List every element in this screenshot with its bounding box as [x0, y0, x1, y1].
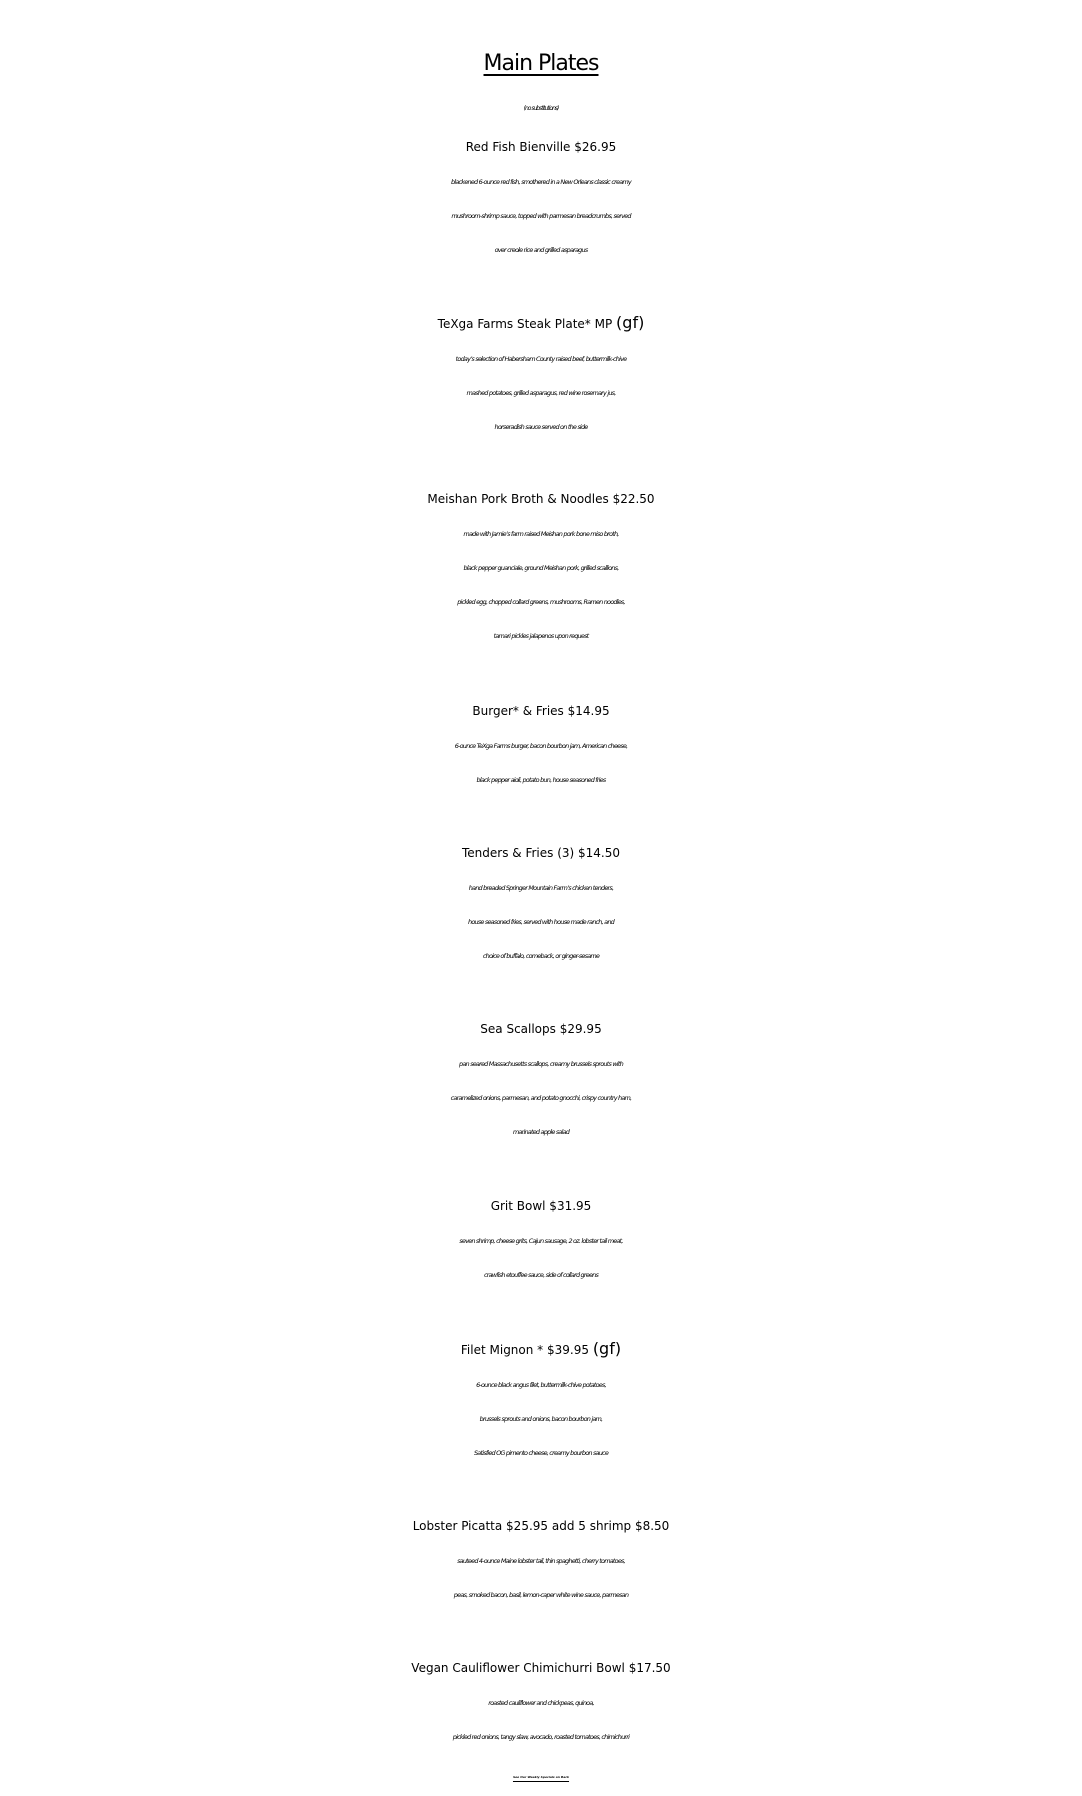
menu-item-red-fish-bienville — [0, 129, 1082, 267]
item-name — [0, 1650, 1082, 1686]
item-name-text: Sea Scallops $29.95 — [480, 1022, 602, 1036]
weekly-specials-note: See Our Weekly Specials on Back — [512, 1775, 570, 1779]
description-line: pickled red onions, tangy slaw, avocado, roasted tomatoes, chimichurri — [452, 1733, 630, 1741]
item-description — [0, 1686, 1082, 1754]
item-name-text: Lobster Picatta $25.95 add 5 shrimp $8.50 — [412, 1519, 670, 1533]
item-description — [0, 342, 1082, 444]
description-line: pickled egg, chopped collard greens, mushrooms, Ramen noodles, — [457, 598, 625, 606]
item-description — [0, 1544, 1082, 1612]
item-name — [0, 835, 1082, 871]
menu-item-meishan-pork-broth — [0, 481, 1082, 653]
description-line: 6-ounce TeXga Farms burger, bacon bourbon jam, American cheese, — [454, 742, 628, 750]
menu-item-tenders-and-fries — [0, 835, 1082, 973]
menu-item-grit-bowl — [0, 1188, 1082, 1292]
description-line: sauteed 4-ounce Maine lobster tail, thin spaghetti, cherry tomatoes, — [457, 1557, 625, 1565]
description-line: marinated apple salad — [512, 1128, 570, 1136]
menu-item-texga-steak-plate — [0, 305, 1082, 444]
description-line: blackened 6-ounce red fish, smothered in a New Orleans classic creamy — [451, 178, 631, 186]
gluten-free-tag: (gf) — [592, 1339, 622, 1358]
menu-item-burger-and-fries — [0, 693, 1082, 797]
description-line: over creole rice and grilled asparagus — [494, 246, 588, 254]
menu-item-lobster-picatta — [0, 1508, 1082, 1612]
item-name — [0, 129, 1082, 165]
menu-title: Main Plates — [483, 51, 599, 76]
item-name-text: Red Fish Bienville $26.95 — [465, 140, 617, 154]
menu-item-sea-scallops — [0, 1011, 1082, 1149]
item-name-text: Meishan Pork Broth & Noodles $22.50 — [427, 492, 655, 506]
description-line: caramelized onions, parmesan, and potato gnocchi, crispy country ham, — [450, 1094, 632, 1102]
item-name — [0, 1508, 1082, 1544]
description-line: 6-ounce black angus filet, buttermilk-chive potatoes, — [476, 1381, 606, 1389]
description-line: house seasoned fries, served with house made ranch, and — [468, 918, 614, 926]
description-line: brussels sprouts and onions, bacon bourbon jam, — [479, 1415, 603, 1423]
item-description — [0, 517, 1082, 653]
description-line: seven shrimp, cheese grits, Cajun sausage, 2 oz. lobster tail meat, — [459, 1237, 623, 1245]
item-description — [0, 729, 1082, 797]
item-name-text: Filet Mignon * $39.95 — [460, 1343, 589, 1357]
description-line: hand breaded Springer Mountain Farm’s chicken tenders, — [468, 884, 614, 892]
item-description — [0, 1368, 1082, 1470]
description-line: today’s selection of Habersham County raised beef, buttermilk-chive — [455, 355, 627, 363]
item-name-text: Vegan Cauliflower Chimichurri Bowl $17.50 — [411, 1661, 671, 1675]
description-line: crawfish etouffee sauce, side of collard greens — [483, 1271, 599, 1279]
item-name — [0, 1331, 1082, 1368]
item-name-text: Burger* & Fries $14.95 — [472, 704, 610, 718]
description-line: black pepper aioli, potato bun, house seasoned fries — [476, 776, 606, 784]
item-name — [0, 305, 1082, 342]
item-name-text: Tenders & Fries (3) $14.50 — [462, 846, 620, 860]
item-name — [0, 1188, 1082, 1224]
menu-subtitle: (no substitutions) — [523, 105, 559, 112]
gluten-free-tag: (gf) — [616, 313, 645, 332]
item-name — [0, 693, 1082, 729]
description-line: horseradish sauce served on the side — [494, 423, 588, 431]
description-line: peas, smoked bacon, basil, lemon-caper white wine sauce, parmesan — [453, 1591, 629, 1599]
description-line: pan seared Massachusetts scallops, creamy brussels sprouts with — [459, 1060, 623, 1068]
description-line: mashed potatoes, grilled asparagus, red wine rosemary jus, — [466, 389, 616, 397]
description-line: tamari pickles jalapenos upon request — [493, 632, 589, 640]
item-name-text: TeXga Farms Steak Plate* MP — [437, 317, 613, 331]
item-name — [0, 1011, 1082, 1047]
menu-item-vegan-cauliflower-bowl — [0, 1650, 1082, 1754]
description-line: Satisfied OG pimento cheese, creamy bourbon sauce — [473, 1449, 609, 1457]
item-description — [0, 871, 1082, 973]
item-description — [0, 1047, 1082, 1149]
description-line: mushroom-shrimp sauce, topped with parmesan breadcrumbs, served — [451, 212, 631, 220]
description-line: made with Jamie’s farm raised Meishan pork bone miso broth, — [463, 530, 619, 538]
description-line: black pepper guanciale, ground Meishan pork, grilled scallions, — [463, 564, 619, 572]
item-name — [0, 481, 1082, 517]
item-name-text: Grit Bowl $31.95 — [490, 1199, 592, 1213]
menu-item-filet-mignon — [0, 1331, 1082, 1470]
description-line: roasted cauliflower and chickpeas, quinoa, — [488, 1699, 594, 1707]
item-description — [0, 165, 1082, 267]
description-line: choice of buffalo, comeback, or ginger-sesame — [482, 952, 600, 960]
item-description — [0, 1224, 1082, 1292]
